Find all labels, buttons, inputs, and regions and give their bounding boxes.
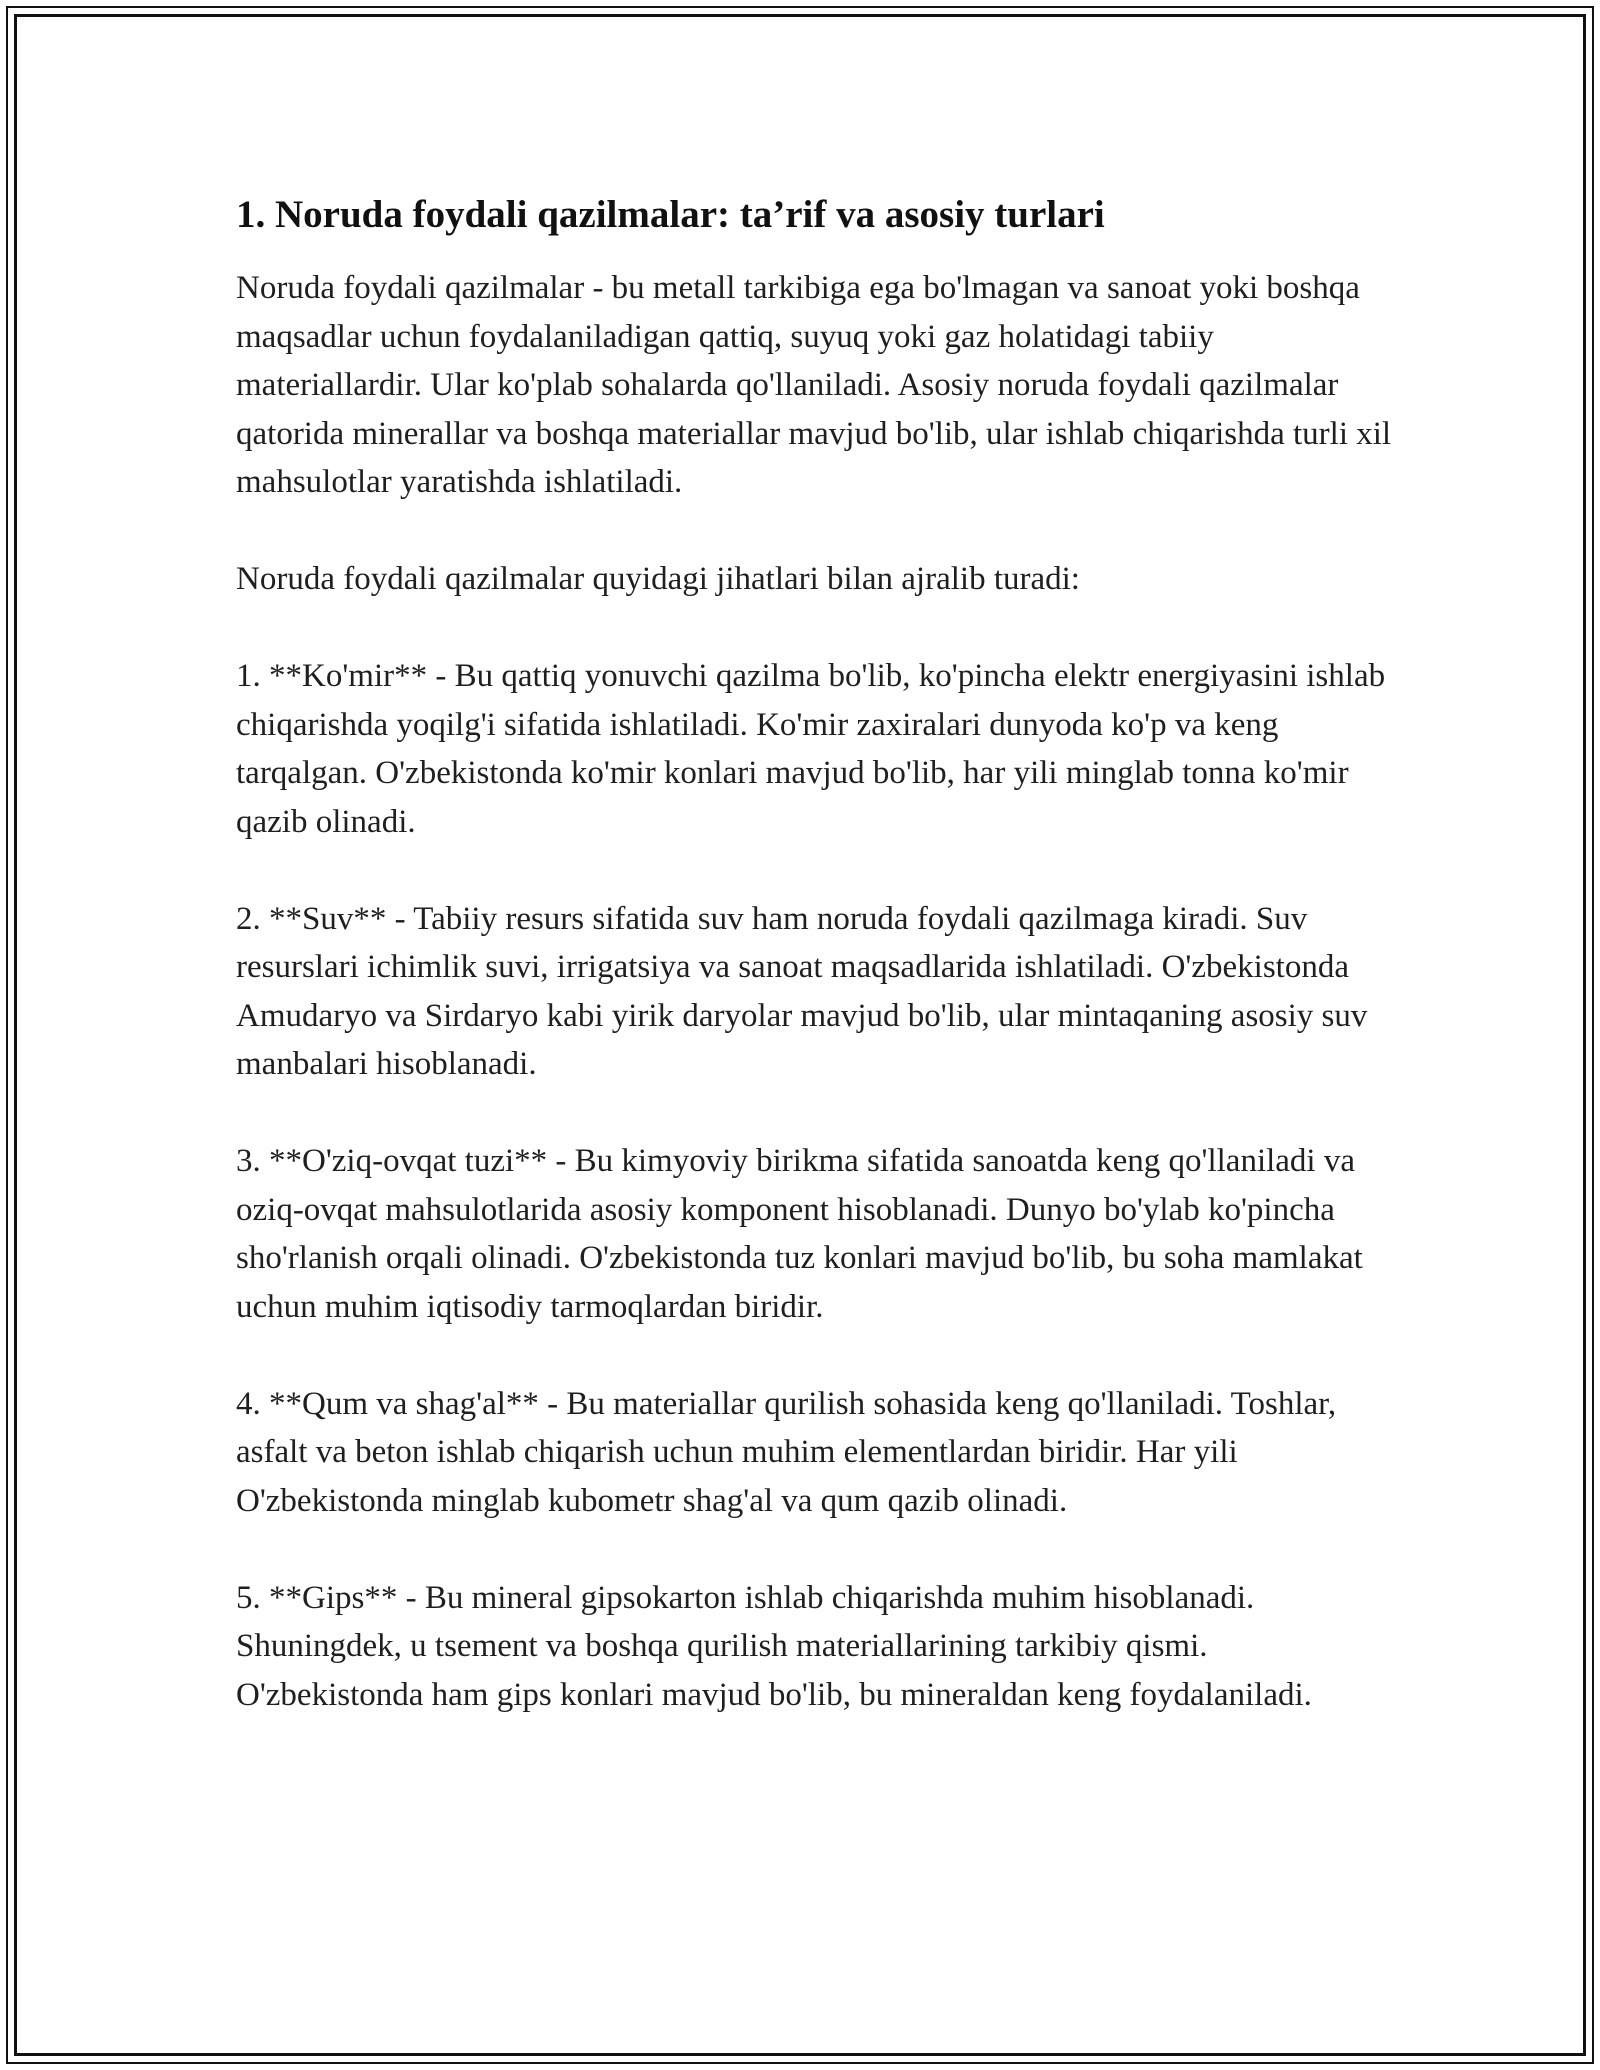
- list-intro-paragraph: Noruda foydali qazilmalar quyidagi jihatlari bilan ajralib turadi:: [236, 561, 1080, 597]
- list-item-komir: 1. **Ko'mir** - Bu qattiq yonuvchi qazilma bo'lib, ko'pincha elektr energiyasini ishlab chiqarishda yoqilg'i sifatida ishlatiladi. Ko'mir zaxiralari dunyoda ko'p va keng tarqalgan. O'zbekistonda ko'mir konlari mavjud bo'lib, har yili minglab tonna ko'mir qazib olinadi.: [236, 658, 1386, 840]
- list-item-qum-shagal: 4. **Qum va shag'al** - Bu materiallar qurilish sohasida keng qo'llaniladi. Toshlar, asfalt va beton ishlab chiqarish uchun muhim elementlardan biridir. Har yili O'zbekistonda minglab kubometr shag'al va qum qazib olinadi.: [236, 1385, 1337, 1519]
- section-title: 1. Noruda foydali qazilmalar: ta’rif va asosiy turlari: [236, 193, 1105, 236]
- list-item-suv: 2. **Suv** - Tabiiy resurs sifatida suv ham noruda foydali qazilmaga kiradi. Suv resurslari ichimlik suvi, irrigatsiya va sanoat maqsadlarida ishlatiladi. O'zbekistonda Amudaryo va Sirdaryo kabi yirik daryolar mavjud bo'lib, ular mintaqaning asosiy suv manbalari hisoblanadi.: [236, 900, 1368, 1082]
- list-item-gips: 5. **Gips** - Bu mineral gipsokarton ishlab chiqarishda muhim hisoblanadi. Shuningdek, u tsement va boshqa qurilish materiallarining tarkibiy qismi. O'zbekistonda ham gips konlari mavjud bo'lib, bu mineraldan keng foydalaniladi.: [236, 1579, 1312, 1713]
- intro-paragraph: Noruda foydali qazilmalar - bu metall tarkibiga ega bo'lmagan va sanoat yoki boshqa maqsadlar uchun foydalaniladigan qattiq, suyuq yoki gaz holatidagi tabiiy materiallardir. Ular ko'plab sohalarda qo'llaniladi. Asosiy noruda foydali qazilmalar qatorida minerallar va boshqa materiallar mavjud bo'lib, ular ishlab chiqarishda turli xil mahsulotlar yaratishda ishlatiladi.: [236, 270, 1392, 500]
- list-item-tuz: 3. **O'ziq-ovqat tuzi** - Bu kimyoviy birikma sifatida sanoatda keng qo'llaniladi va oziq-ovqat mahsulotlarida asosiy komponent hisoblanadi. Dunyo bo'ylab ko'pincha sho'rlanish orqali olinadi. O'zbekistonda tuz konlari mavjud bo'lib, bu soha mamlakat uchun muhim iqtisodiy tarmoqlardan biridir.: [236, 1143, 1363, 1325]
- document-body: [236, 188, 1396, 1768]
